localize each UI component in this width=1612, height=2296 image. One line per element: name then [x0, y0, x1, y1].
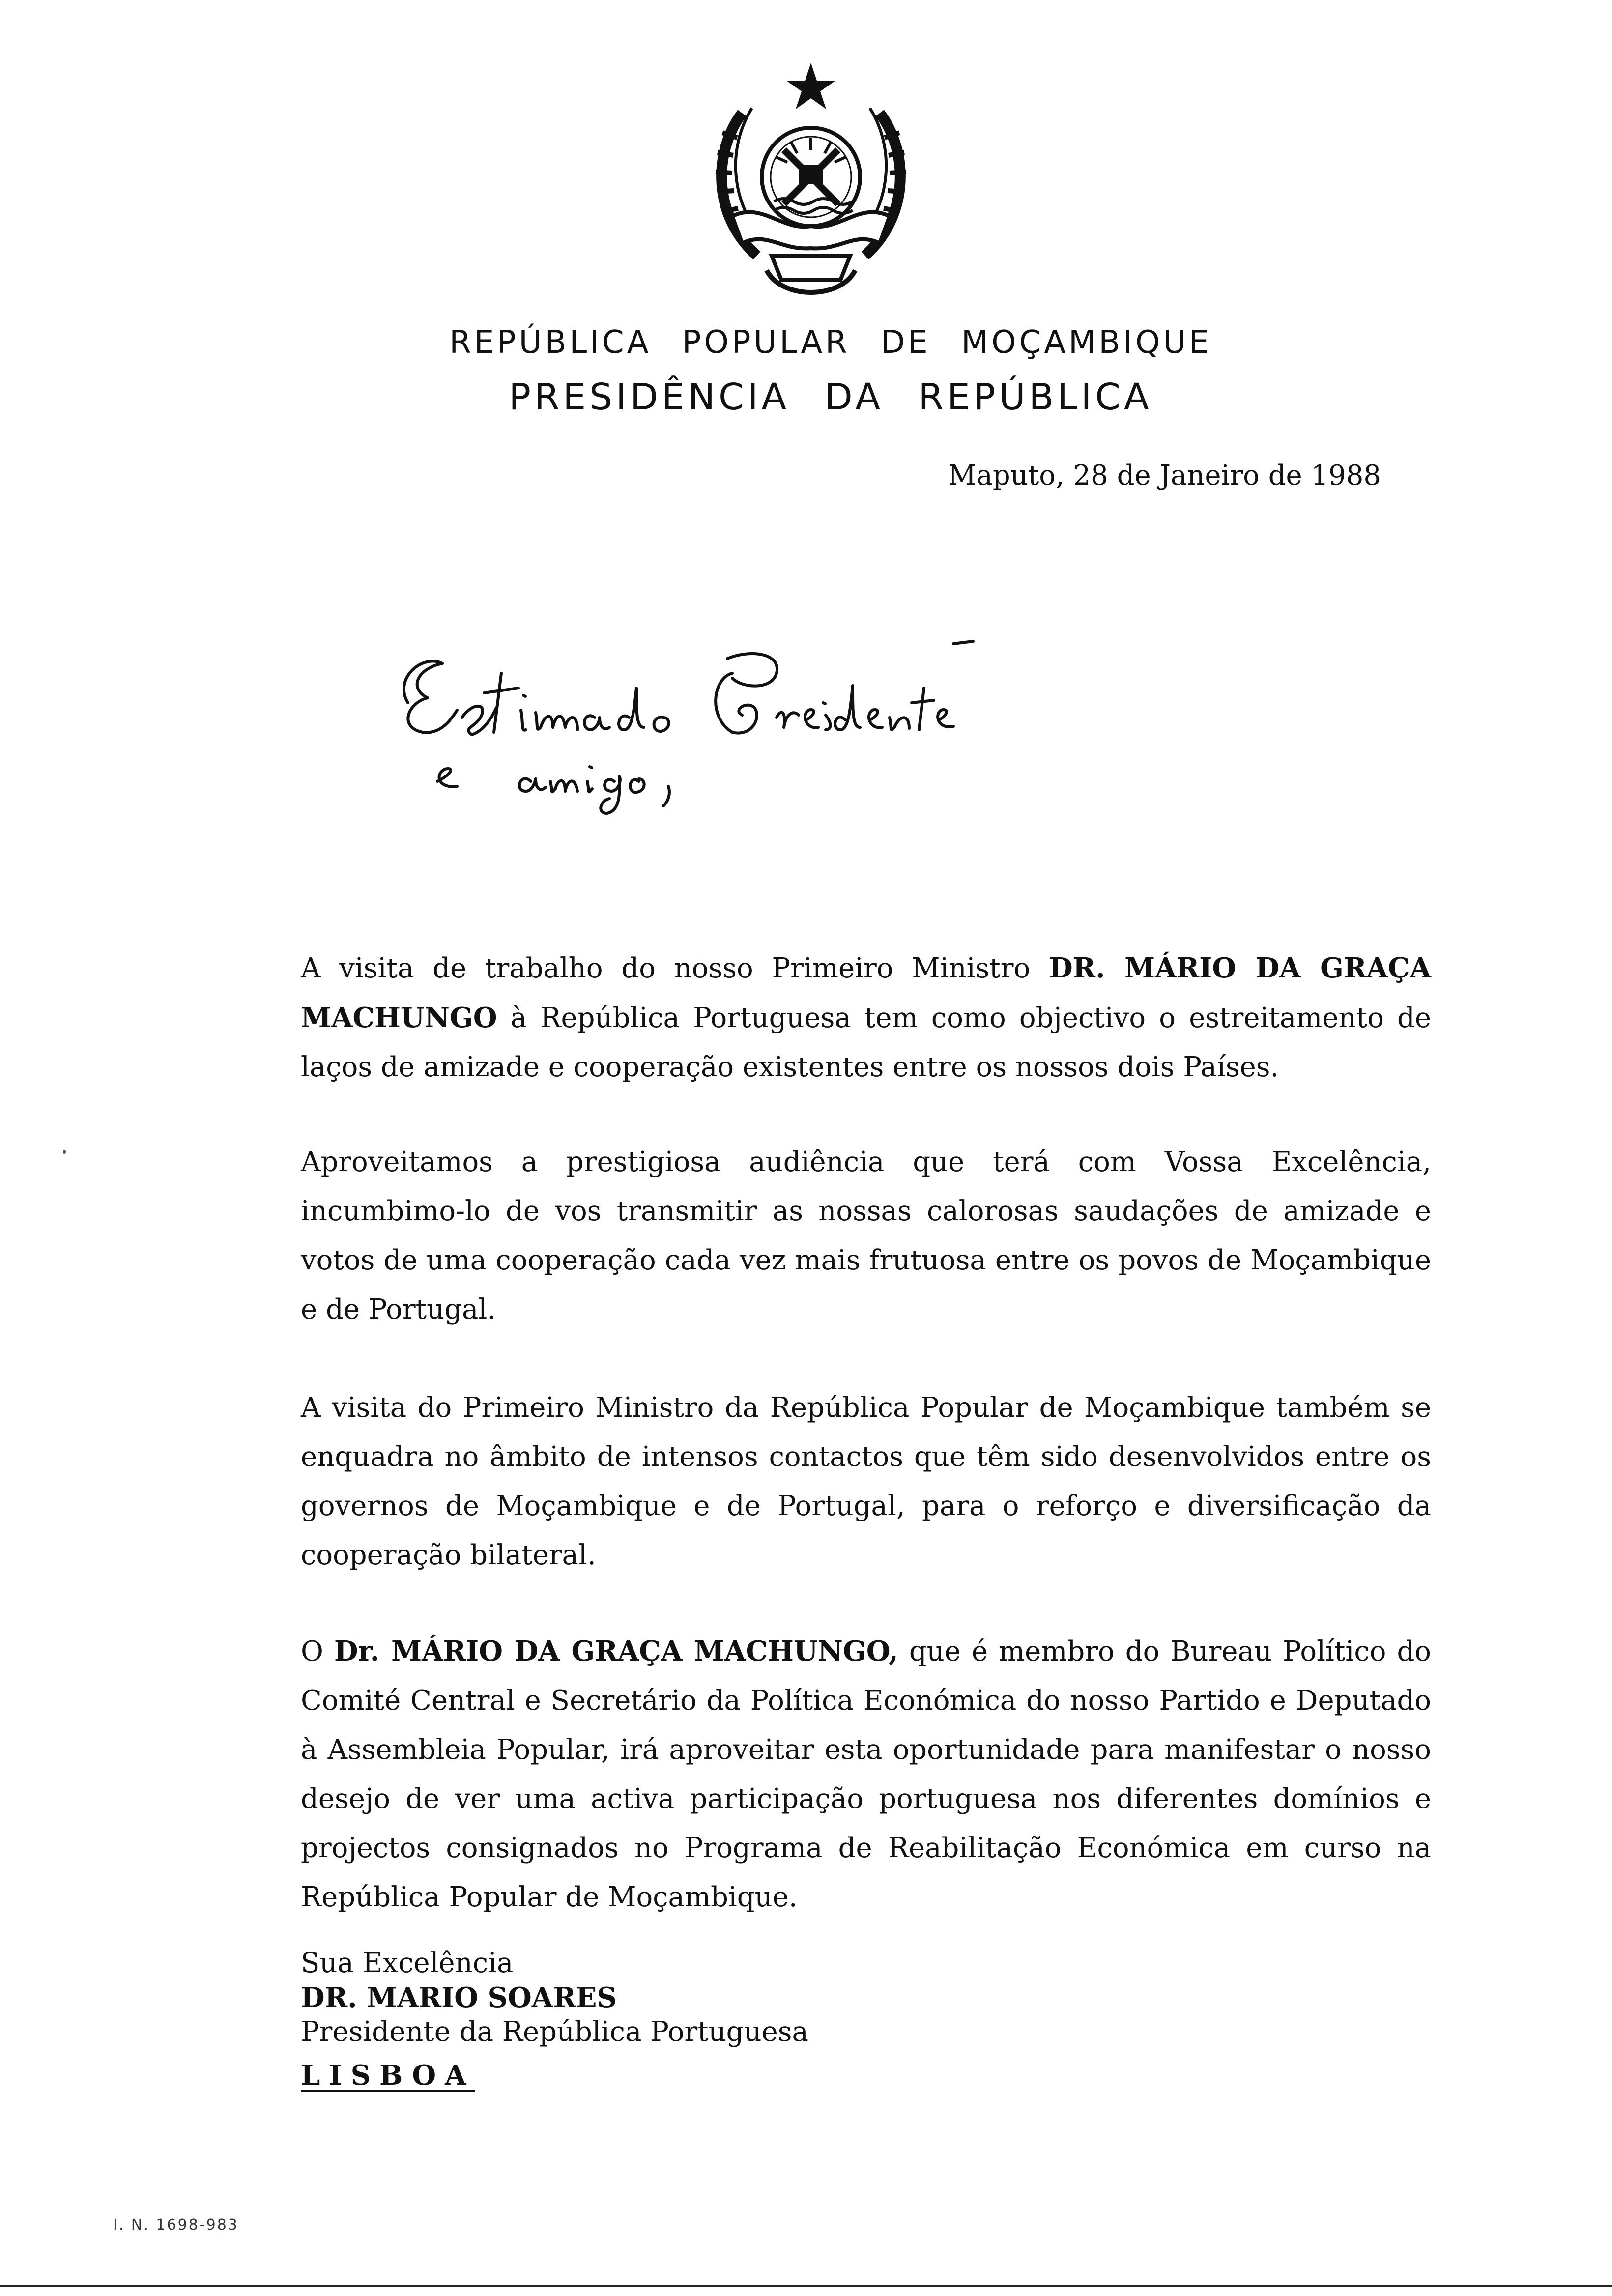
- bottom-edge-rule: [0, 2285, 1612, 2287]
- recipient-city: LISBOA: [301, 2059, 475, 2092]
- paragraph-1: [301, 944, 1431, 1092]
- handwritten-salutation: [388, 604, 1076, 821]
- letter-date: Maputo, 28 de Janeiro de 1988: [948, 459, 1381, 491]
- recipient-title: Presidente da República Portuguesa: [301, 2016, 808, 2048]
- recipient-address: [301, 1946, 808, 2093]
- recipient-name: DR. MARIO SOARES: [301, 1981, 617, 2014]
- coat-of-arms-emblem: [683, 54, 939, 310]
- scan-speck: [63, 1150, 66, 1154]
- letterhead-presidency: PRESIDÊNCIA DA REPÚBLICA: [509, 376, 1152, 418]
- print-reference-number: I. N. 1698-983: [113, 2216, 239, 2234]
- paragraph-2: Aproveitamos a prestigiosa audiência que terá com Vossa Excelência, incumbimo-lo de vos transmitir as nossas calorosas saudações de amizade e votos de uma cooperação cada vez mais frutuosa entre os povos de Moçambique e de Portugal.: [301, 1146, 1431, 1325]
- paragraph-4-text-a: O: [301, 1636, 334, 1667]
- paragraph-1-text-a: A visita de trabalho do nosso Primeiro Ministro: [301, 952, 1049, 984]
- paragraph-4-text-c: que é membro do Bureau Político do Comité Central e Secretário da Política Económica do nosso Partido e Deputado à Assembleia Popular, irá aproveitar esta oportunidade para manifestar o nosso desejo de ver uma activa participação portuguesa nos diferentes domínios e projectos consignados no Programa de Reabilitação Económica em curso na República Popular de Moçambique.: [301, 1636, 1432, 1913]
- paragraph-4: [301, 1627, 1431, 1922]
- address-honorific: Sua Excelência: [301, 1947, 514, 1979]
- paragraph-3: A visita do Primeiro Ministro da República Popular de Moçambique também se enquadra no âmbito de intensos contactos que têm sido desenvolvidos entre os governos de Moçambique e de Portugal, para o reforço e diversificação da cooperação bilateral.: [301, 1392, 1431, 1571]
- letterhead-country: REPÚBLICA POPULAR DE MOÇAMBIQUE: [449, 324, 1212, 361]
- prime-minister-name-2: Dr. MÁRIO DA GRAÇA MACHUNGO,: [334, 1635, 898, 1667]
- paragraph-1-text-c: à República Portuguesa tem como objectivo o estreitamento de laços de amizade e cooperação existentes entre os nossos dois Países.: [301, 1002, 1431, 1083]
- prime-minister-name: DR. MÁRIO DA GRAÇA MACHUNGO: [301, 952, 1431, 1034]
